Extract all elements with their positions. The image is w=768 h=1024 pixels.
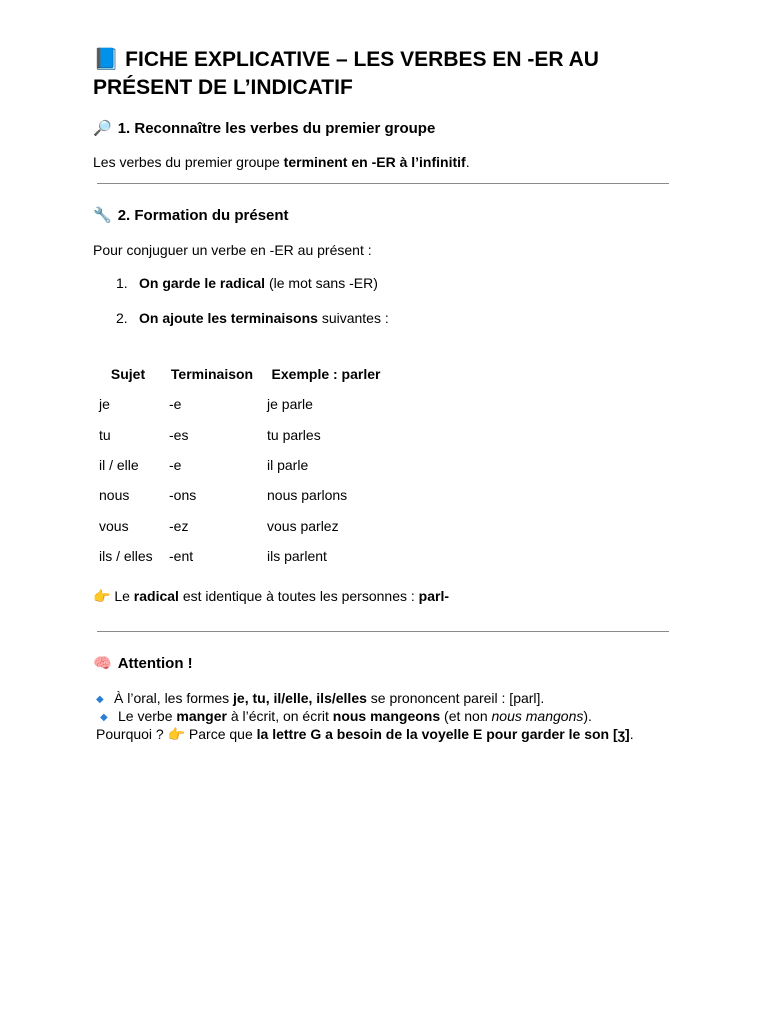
note-bold: radical <box>133 588 179 604</box>
divider <box>97 631 669 632</box>
table-header-row <box>93 359 391 389</box>
table-row <box>93 419 391 449</box>
diamond-bullet-icon: ◆ <box>96 694 104 705</box>
list-item <box>100 707 592 727</box>
item-text: ). <box>583 708 592 724</box>
table-cell: -e <box>169 396 182 413</box>
diamond-bullet-icon: ◆ <box>100 712 108 723</box>
why-line <box>96 725 634 743</box>
section1-heading-text: 1. Reconnaître les verbes du premier groupe <box>117 120 436 137</box>
table-cell: je <box>99 396 110 413</box>
table-cell: nous <box>99 487 130 504</box>
item-text: à l’écrit, on écrit <box>226 708 333 724</box>
step-rest: suivantes : <box>317 310 389 326</box>
note-bold: parl- <box>418 588 449 604</box>
wrench-icon: 🔧 <box>93 207 112 224</box>
table-row <box>93 541 391 571</box>
step-number: 2. <box>116 310 128 326</box>
table-row <box>93 450 391 480</box>
table-cell: vous <box>99 517 129 534</box>
item-text: À l’oral, les formes <box>114 690 234 706</box>
section2-intro: Pour conjuguer un verbe en -ER au présent : <box>93 242 372 258</box>
why-text: . <box>629 726 634 742</box>
step-item <box>116 274 378 292</box>
step-rest: (le mot sans -ER) <box>265 275 378 291</box>
section1-heading <box>93 119 435 139</box>
pointing-hand-icon: 👉 <box>93 588 111 604</box>
item-bold: je, tu, il/elle, ils/elles <box>233 690 367 706</box>
item-italic: nous mangons <box>491 708 584 724</box>
title-text: FICHE EXPLICATIVE – LES VERBES EN -ER AU PRÉSENT DE L’INDICATIF <box>93 48 599 99</box>
table-row <box>93 480 391 510</box>
table-cell: je parle <box>267 396 313 413</box>
attention-heading <box>93 654 193 674</box>
brain-icon: 🧠 <box>93 655 112 672</box>
book-icon: 📘 <box>93 48 120 71</box>
section2-heading-text: 2. Formation du présent <box>117 207 289 224</box>
table-cell: -e <box>169 456 182 473</box>
section2-heading <box>93 206 289 226</box>
item-text: Le verbe <box>118 708 177 724</box>
table-cell: -ons <box>169 487 197 504</box>
table-cell: tu <box>99 426 111 443</box>
step-bold: On ajoute les terminaisons <box>139 310 318 326</box>
table-cell: -ez <box>169 517 189 534</box>
why-text: Parce que <box>185 726 257 742</box>
note-text: Le <box>110 588 134 604</box>
list-item <box>96 689 544 709</box>
note-text: est identique à toutes les personnes : <box>178 588 419 604</box>
table-cell: tu parles <box>267 426 321 443</box>
radical-note <box>93 587 449 605</box>
why-text: Pourquoi ? <box>96 726 168 742</box>
table-header: Terminaison <box>170 366 254 382</box>
why-bold: la lettre G a besoin de la voyelle E pour garder le son [ʒ] <box>256 726 630 742</box>
table-cell: il / elle <box>99 456 139 473</box>
table-cell: -es <box>169 426 189 443</box>
magnifier-icon: 🔎 <box>93 120 112 137</box>
table-cell: nous parlons <box>267 487 348 504</box>
table-row <box>93 389 391 419</box>
attention-heading-text: Attention ! <box>117 655 193 672</box>
table-cell: vous parlez <box>267 517 339 534</box>
item-text: se prononcent pareil : [parl]. <box>366 690 545 706</box>
step-bold: On garde le radical <box>139 275 266 291</box>
table-cell: ils / elles <box>99 548 153 565</box>
section1-text-plain: Les verbes du premier groupe <box>93 154 284 170</box>
step-item <box>116 309 389 327</box>
table-cell: ils parlent <box>267 548 327 565</box>
table-cell: -ent <box>169 548 194 565</box>
pointing-hand-icon: 👉 <box>167 726 186 742</box>
step-number: 1. <box>116 275 128 291</box>
item-bold: nous mangeons <box>332 708 441 724</box>
document-title <box>93 46 693 102</box>
conjugation-table <box>93 359 391 571</box>
divider <box>97 183 669 184</box>
section1-text-end: . <box>465 154 470 170</box>
section1-text <box>93 153 470 171</box>
item-bold: manger <box>176 708 227 724</box>
item-text: (et non <box>440 708 492 724</box>
table-cell: il parle <box>267 456 309 473</box>
section1-text-bold: terminent en -ER à l’infinitif <box>283 154 466 170</box>
table-row <box>93 511 391 541</box>
table-header: Sujet <box>110 366 146 382</box>
table-header: Exemple : parler <box>271 366 381 382</box>
